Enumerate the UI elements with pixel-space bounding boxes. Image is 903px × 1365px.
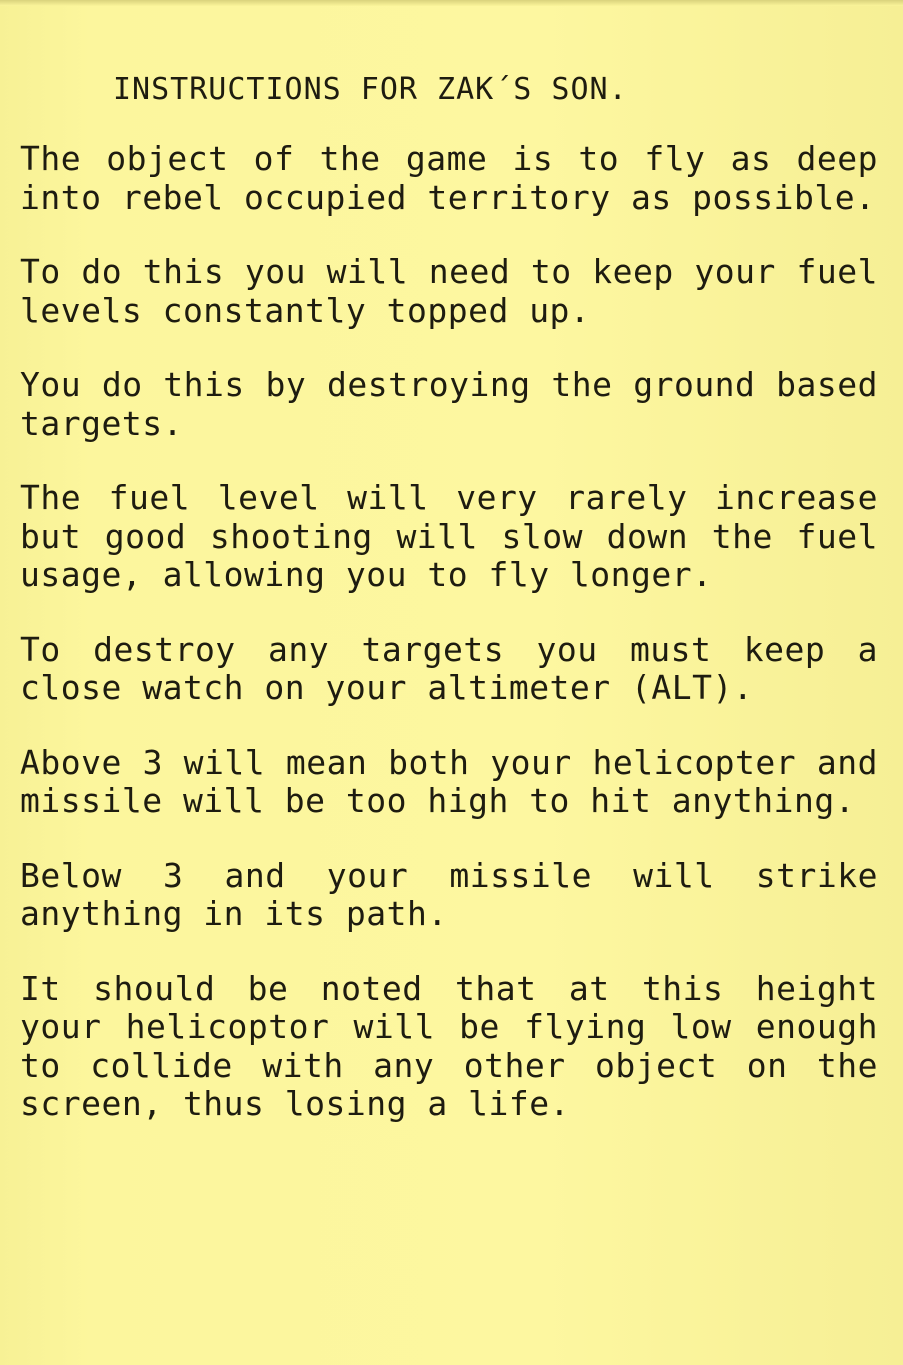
instructions-document	[20, 70, 890, 1160]
paper-top-edge	[0, 0, 903, 6]
paragraph-above-3: Above 3 will mean both your helicopter and missile will be too high to hit anything.	[20, 742, 878, 820]
paragraph-fuel: To do this you will need to keep your fuel levels constantly topped up.	[20, 252, 878, 330]
paragraph-fuel-usage: The fuel level will very rarely increase but good shooting will slow down the fuel usage, allowing you to fly longer.	[20, 478, 878, 594]
paragraph-collision: It should be noted that at this height your helicoptor will be flying low enough to collide with any other object on the screen, thus losing a life.	[20, 968, 878, 1123]
paragraph-targets: You do this by destroying the ground based targets.	[20, 365, 878, 443]
paragraph-objective: The object of the game is to fly as deep into rebel occupied territory as possible.	[20, 139, 878, 217]
document-title: INSTRUCTIONS FOR ZAK´S SON.	[113, 72, 628, 107]
paragraph-altimeter: To destroy any targets you must keep a close watch on your altimeter (ALT).	[20, 629, 878, 707]
paragraph-below-3: Below 3 and your missile will strike anything in its path.	[20, 855, 878, 933]
